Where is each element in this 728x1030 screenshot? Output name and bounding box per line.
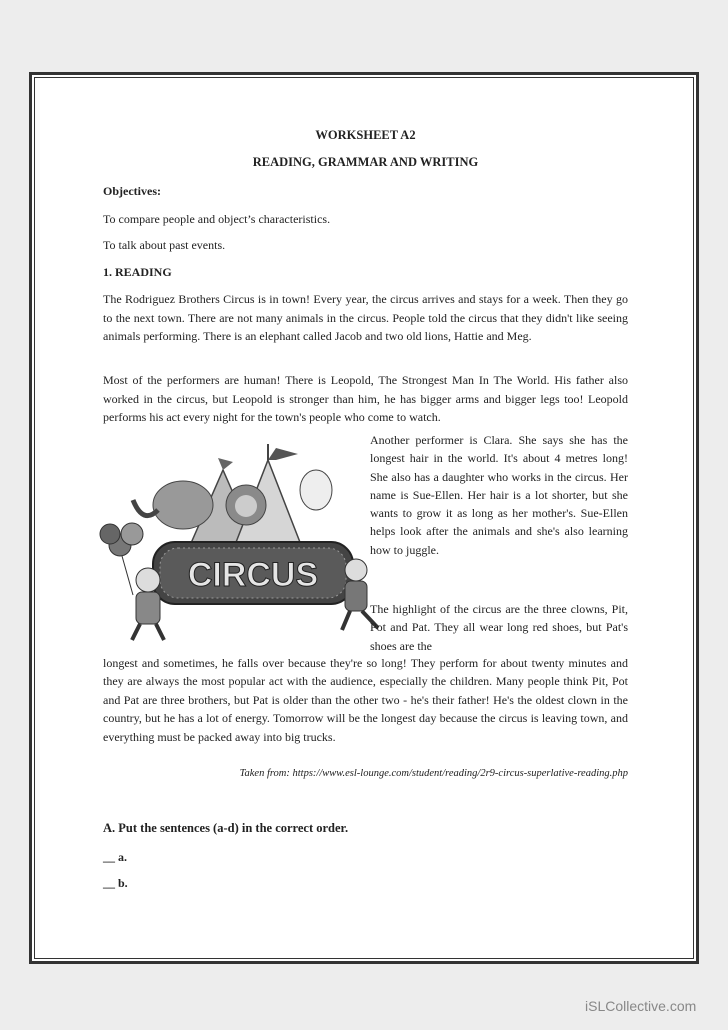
reading-heading: 1. READING bbox=[103, 265, 172, 279]
reading-paragraph-4-start: The highlight of the circus are the three clowns, Pit, Pot and Pat. They all wear long red shoes, but Pat's shoes are the bbox=[370, 602, 628, 653]
source-credit: Taken from: https://www.esl-lounge.com/student/reading/2r9-circus-superlative-reading.php bbox=[239, 768, 628, 779]
reading-paragraph-3: Another performer is Clara. She says she has the longest hair in the world. It's about 4 metres long! She also has a daughter who works in the circus. Her name is Sue-Ellen. Her hair is a lot shorter, but she wants to grow it as long as her mother's. Sue-Ellen helps look after the animals and she's also learning how to juggle. bbox=[370, 433, 628, 557]
exercise-item: __ a. bbox=[103, 850, 127, 864]
objective-item: To compare people and object’s characteristics. bbox=[103, 212, 331, 226]
objectives-heading: Objectives: bbox=[103, 184, 161, 198]
worksheet-subtitle: READING, GRAMMAR AND WRITING bbox=[252, 155, 479, 169]
reading-paragraph-2: Most of the performers are human! There is Leopold, The Strongest Man In The World. His father also worked in the circus, but Leopold is stronger than him, he has bigger arms and bigger legs too! Leopold performs his act every night for the town's people who come to watch. bbox=[103, 373, 628, 424]
reading-paragraph-1: The Rodriguez Brothers Circus is in town! Every year, the circus arrives and stays for a week. Then they go to the next town. There are not many animals in the circus. People told the circus that they didn't like seeing animals performing. There is an elephant called Jacob and two old lions, Hattie and Meg. bbox=[103, 292, 628, 343]
circus-sign-text: CIRCUS bbox=[187, 556, 319, 594]
worksheet-title: WORKSHEET A2 bbox=[315, 128, 416, 142]
exercise-item: __ b. bbox=[103, 876, 128, 890]
site-watermark: iSLCollective.com bbox=[585, 998, 697, 1014]
objective-item: To talk about past events. bbox=[103, 238, 226, 252]
exercise-heading: A. Put the sentences (a-d) in the correct order. bbox=[103, 821, 349, 835]
reading-paragraph-4-rest: longest and sometimes, he falls over because they're so long! They perform for about twenty minutes and they are always the most popular act with the audience, especially the children. Many people think Pit, Pot and Pat are three brothers, but Pat is older than the other two - he's their father! He's the oldest clown in the country, but he has a lot of energy. Tomorrow will be the longest day because the circus is leaving town, and everything must be packed away into big trucks. bbox=[103, 656, 628, 744]
circus-illustration bbox=[98, 430, 388, 645]
